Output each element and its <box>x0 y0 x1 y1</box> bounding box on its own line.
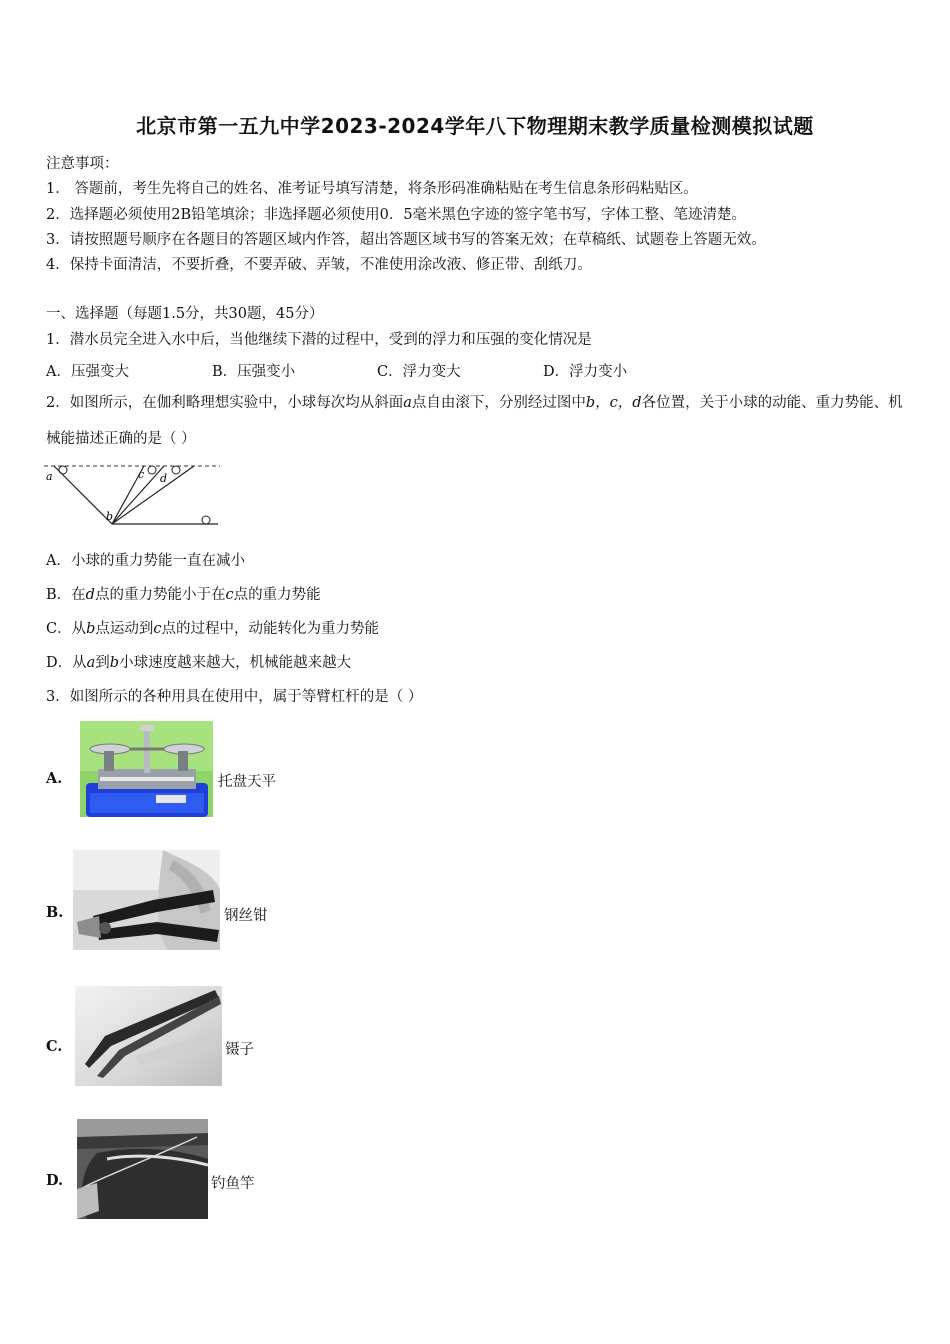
q1-option-c: C．浮力变大 <box>377 364 461 380</box>
q3-option-d-caption: 钓鱼竿 <box>211 1176 255 1192</box>
notice-item: 2．选择题必须使用2B铅笔填涂；非选择题必须使用0．5毫米黑色字迹的签字笔书写，字体工整、笔迹清楚。 <box>46 207 747 223</box>
notice-item: 4．保持卡面清洁，不要折叠，不要弄破、弄皱，不准使用涂改液、修正带、刮纸刀。 <box>46 257 592 273</box>
pliers-icon <box>73 850 220 950</box>
q3-option-a-caption: 托盘天平 <box>218 774 276 790</box>
section-heading: 一、选择题（每题1.5分，共30题，45分） <box>46 306 324 322</box>
q1-option-b: B．压强变小 <box>212 364 296 380</box>
q3-option-c-caption: 镊子 <box>225 1042 254 1058</box>
q3-option-a-label: A. <box>46 770 63 787</box>
balance-scale-icon <box>80 721 213 817</box>
notice-item: 3．请按照题号顺序在各题目的答题区域内作答，超出答题区域书写的答案无效；在草稿纸、试题卷上答题无效。 <box>46 232 766 248</box>
q3-option-b-label: B. <box>46 904 64 921</box>
notice-heading: 注意事项： <box>46 156 119 172</box>
page-title: 北京市第一五九中学2023-2024学年八下物理期末教学质量检测模拟试题 <box>136 114 814 138</box>
fishing-rod-icon <box>77 1119 208 1219</box>
q3-option-d-label: D. <box>46 1172 64 1189</box>
q1-option-a: A．压强变大 <box>46 364 129 380</box>
q2-option-b: B．在d点的重力势能小于在c点的重力势能 <box>46 587 321 603</box>
diagram-label-a: a <box>46 470 53 483</box>
diagram-label-b: b <box>106 510 114 523</box>
notice-item: 1． 答题前，考生先将自己的姓名、准考证号填写清楚，将条形码准确粘贴在考生信息条形码粘贴区。 <box>46 181 698 197</box>
q2-option-c: C．从b点运动到c点的过程中，动能转化为重力势能 <box>46 621 380 637</box>
q3-option-c-label: C. <box>46 1038 63 1055</box>
ball-a-icon <box>59 466 67 474</box>
q2-option-d: D．从a到b小球速度越来越大，机械能越来越大 <box>46 655 352 671</box>
question-2-stem: 2．如图所示，在伽利略理想实验中，小球每次均从斜面a点自由滚下，分别经过图中b，c，d各位置，关于小球的动能、重力势能、机械能描述正确的是（ ） <box>46 395 903 447</box>
q3-option-b-caption: 钢丝钳 <box>224 908 268 924</box>
q1-option-d: D．浮力变小 <box>543 364 628 380</box>
question-3-stem: 3．如图所示的各种用具在使用中，属于等臂杠杆的是（ ） <box>46 689 423 705</box>
question-1-stem: 1．潜水员完全进入水中后，当他继续下潜的过程中，受到的浮力和压强的变化情况是 <box>46 332 592 348</box>
diagram-label-d: d <box>160 472 168 485</box>
diagram-label-c: c <box>138 468 145 481</box>
galileo-incline-diagram <box>44 462 224 532</box>
tweezers-icon <box>75 986 222 1086</box>
q2-option-a: A．小球的重力势能一直在减小 <box>46 553 245 569</box>
